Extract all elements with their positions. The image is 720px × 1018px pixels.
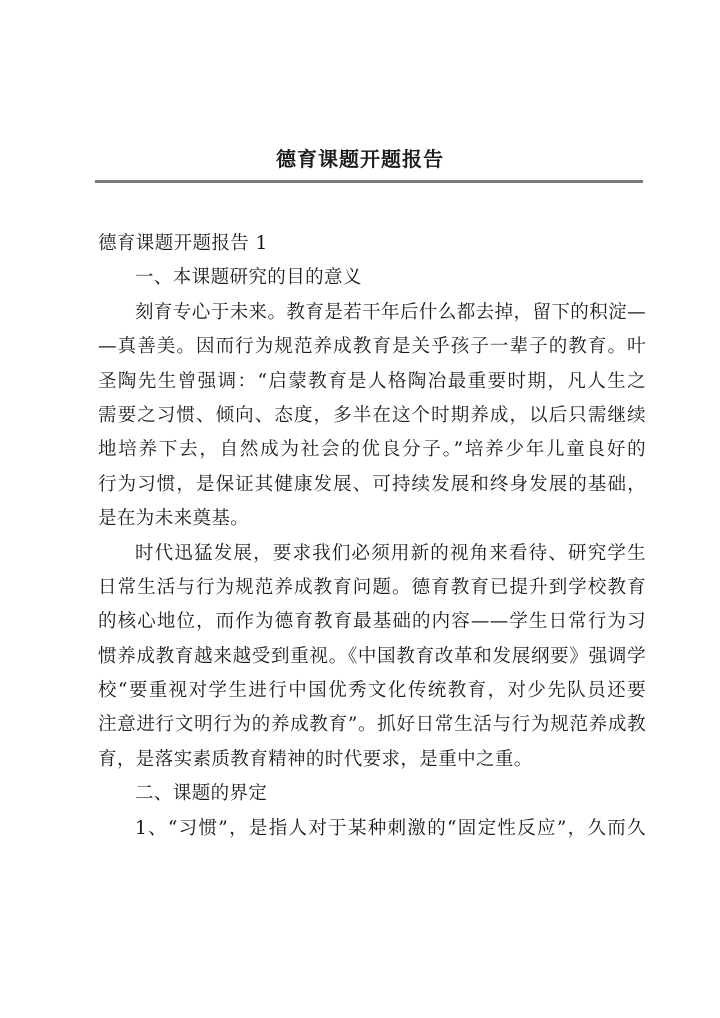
title-divider — [95, 180, 643, 183]
section-heading-2: 二、课题的界定 — [135, 783, 268, 805]
paragraph-2-line-7: 育，是落实素质教育精神的时代要求，是重中之重。 — [98, 748, 533, 770]
report-subtitle: 德育课题开题报告 1 — [98, 233, 268, 254]
paragraph-1-line-3: 圣陶先生曾强调：“启蒙教育是人格陶冶最重要时期，凡人生之 — [98, 370, 646, 392]
section-heading-1: 一、本课题研究的目的意义 — [135, 267, 362, 289]
paragraph-2-line-1: 时代迅猛发展，要求我们必须用新的视角来看待、研究学生 — [135, 542, 646, 564]
paragraph-3-line-1: 1、“习惯”，是指人对于某种刺激的“固定性反应”，久而久 — [135, 817, 646, 839]
paragraph-1-line-1: 刻育专心于未来。教育是若干年后什么都去掉，留下的积淀— — [135, 301, 646, 323]
paragraph-1-line-2: —真善美。因而行为规范养成教育是关乎孩子一辈子的教育。叶 — [98, 336, 646, 358]
paragraph-1-line-6: 行为习惯，是保证其健康发展、可持续发展和终身发展的基础， — [98, 473, 646, 495]
paragraph-1-line-7: 是在为未来奠基。 — [98, 508, 250, 530]
document-title: 德育课题开题报告 — [276, 147, 444, 171]
paragraph-2-line-3: 的核心地位，而作为德育教育最基础的内容——学生日常行为习 — [98, 611, 646, 633]
paragraph-2-line-4: 惯养成教育越来越受到重视。《中国教育改革和发展纲要》强调学 — [98, 645, 646, 667]
paragraph-2-line-2: 日常生活与行为规范养成教育问题。德育教育已提升到学校教育 — [98, 576, 646, 598]
document-body — [98, 227, 646, 846]
paragraph-2-line-5: 校“要重视对学生进行中国优秀文化传统教育，对少先队员还要 — [98, 680, 646, 702]
paragraph-1-line-5: 地培养下去，自然成为社会的优良分子。”培养少年儿童良好的 — [98, 439, 646, 461]
paragraph-1-line-4: 需要之习惯、倾向、态度，多半在这个时期养成，以后只需继续 — [98, 404, 646, 426]
paragraph-2-line-6: 注意进行文明行为的养成教育”。抓好日常生活与行为规范养成教 — [98, 714, 646, 736]
